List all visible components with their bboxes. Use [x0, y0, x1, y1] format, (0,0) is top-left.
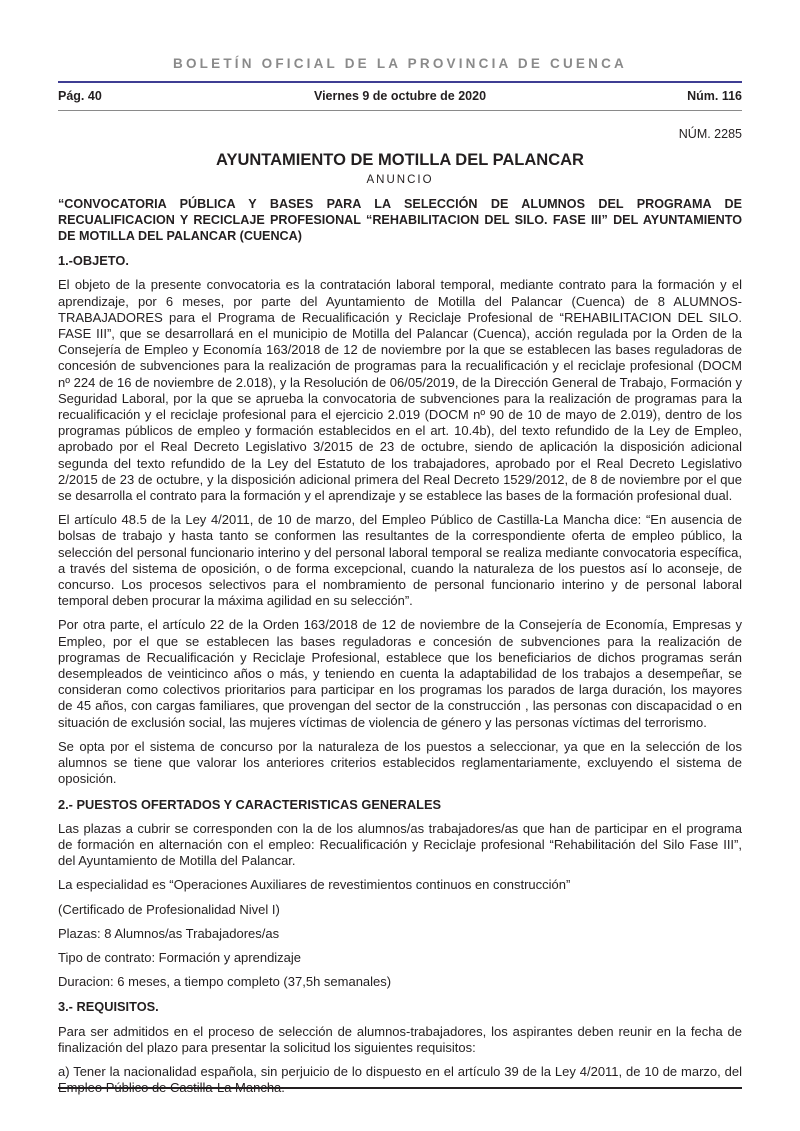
- paragraph: Para ser admitidos en el proceso de selección de alumnos-trabajadores, los aspirantes deben reunir en la fecha de finalización del plazo para presentar la solicitud los siguientes requisitos:: [58, 1023, 742, 1055]
- paragraph: El artículo 48.5 de la Ley 4/2011, de 10 de marzo, del Empleo Público de Castilla-La Mancha dice: “En ausencia de bolsas de trabajo y hasta tanto se conformen las resultantes de la correspondiente oferta de empleo público, la selección del personal funcionario interino y del personal laboral temporal se realiza mediante convocatoria específica, a través del sistema de oposición, o de forma excepcional, cuando la naturaleza de los puestos así lo aconseje, de concurso. Los procesos selectivos para el nombramiento de personal funcionario interino y de personal laboral temporal deben procurar la máxima agilidad en su selección”.: [58, 512, 742, 609]
- paragraph: El objeto de la presente convocatoria es la contratación laboral temporal, mediante contrato para la formación y el aprendizaje, por 6 meses, por parte del Ayuntamiento de Motilla del Palancar (Cuenca) de 8 ALUMNOS-TRABAJADORES para el Programa de Recualificación y Reciclaje Profesional de “REHABILITACION DEL SILO. FASE III”, que se desarrollará en el municipio de Motilla del Palancar (Cuenca), acción regulada por la Orden de la Consejería de Empleo y Economía 163/2018 de 12 de noviembre por la que se establecen las bases reguladoras de concesión de subvenciones para la realización de programas para la recualificación y el reciclaje profesional (DOCM nº 224 de 16 de noviembre de 2.018), y la Resolución de 06/05/2019, de la Dirección General de Trabajo, Formación y Seguridad Laboral, por la que se aprueba la convocatoria de subvenciones para la realización de programas para la recualificación y el reciclaje profesional para el ejercicio 2.019 (DOCM nº 90 de 10 de mayo de 2.019), dentro de los programas públicos de empleo y formación establecidos en el art. 10.4b), del texto refundido de la Ley de Empleo, aprobado por el Real Decreto Legislativo 3/2015 de 23 de octubre, siendo de aplicación la disposición adicional segunda del texto refundido de la Ley del Estatuto de los trabajadores, aprobado por el Real Decreto Legislativo 2/2015 de 23 de octubre, y la disposición adicional primera del Real Decreto 1529/2012, de 8 de noviembre por el que se desarrolla el contrato para la formación y el aprendizaje y se establece las bases de la formación profesional dual.: [58, 277, 742, 504]
- organization-title: AYUNTAMIENTO DE MOTILLA DEL PALANCAR: [216, 151, 584, 170]
- anuncio-label: ANUNCIO: [366, 174, 434, 187]
- document-body: [58, 126, 742, 1096]
- info-line: La especialidad es “Operaciones Auxiliares de revestimientos continuos en construcción”: [58, 877, 571, 893]
- page-header: [58, 89, 742, 105]
- section-heading-puestos: 2.- PUESTOS OFERTADOS Y CARACTERISTICAS GENERALES: [58, 796, 442, 812]
- bulletin-title: BOLETÍN OFICIAL DE LA PROVINCIA DE CUENCA: [173, 56, 627, 71]
- header-subrule: [58, 110, 742, 111]
- announcement-number: NÚM. 2285: [678, 127, 742, 141]
- footer-rule: [58, 1087, 742, 1089]
- info-line: Tipo de contrato: Formación y aprendizaje: [58, 949, 302, 965]
- page-number: Pág. 40: [58, 89, 102, 103]
- issue-date: Viernes 9 de octubre de 2020: [313, 89, 487, 103]
- info-line: (Certificado de Profesionalidad Nivel I): [58, 901, 280, 917]
- convocatoria-title: “CONVOCATORIA PÚBLICA Y BASES PARA LA SELECCIÓN DE ALUMNOS DEL PROGRAMA DE RECUALIFICACION Y RECICLAJE PROFESIONAL “REHABILITACION DEL SILO. FASE III” DEL AYUNTAMIENTO DE MOTILLA DEL PALANCAR (CUENCA): [58, 197, 742, 244]
- paragraph: Las plazas a cubrir se corresponden con la de los alumnos/as trabajadores/as que han de participar en el programa de formación en alternación con el empleo: Recualificación y Reciclaje profesional “Rehabilitación del Silo Fase III”, del Ayuntamiento de Motilla del Palancar.: [58, 820, 742, 869]
- requirement-item: a) Tener la nacionalidad española, sin perjuicio de lo dispuesto en el artículo 39 de la Ley 4/2011, de 10 de marzo, del Empleo Público de Castilla-La Mancha.: [58, 1063, 742, 1096]
- header-rule: [58, 81, 742, 83]
- paragraph: Se opta por el sistema de concurso por la naturaleza de los puestos a seleccionar, ya que en la selección de los alumnos se tiene que valorar los anteriores criterios establecidos reglamentariamente, excluyendo el sistema de oposición.: [58, 738, 742, 787]
- info-line: Duracion: 6 meses, a tiempo completo (37,5h semanales): [58, 974, 392, 990]
- section-heading-requisitos: 3.- REQUISITOS.: [58, 999, 159, 1015]
- issue-number: Núm. 116: [687, 89, 742, 103]
- section-heading-objeto: 1.-OBJETO.: [58, 253, 129, 269]
- paragraph: Por otra parte, el artículo 22 de la Orden 163/2018 de 12 de noviembre de la Consejería de Economía, Empresas y Empleo, por el que se establecen las bases reguladoras e concesión de subvenciones para la realización de programas de Recualificación y Reciclaje Profesional, establece que los beneficiarios de dichos programas serán desempleados de veinticinco años o más, y teniendo en cuenta la adaptabilidad de los trabajos a desempeñar, se consideran como colectivos prioritarios para participar en los programas los parados de larga duración, los mayores de 45 años, con cargas familiares, que provengan del sector de la construcción , las personas con discapacidad o en situación de exclusión social, las mujeres víctimas de violencia de género y las personas víctimas del terrorismo.: [58, 617, 742, 730]
- info-line: Plazas: 8 Alumnos/as Trabajadores/as: [58, 925, 280, 941]
